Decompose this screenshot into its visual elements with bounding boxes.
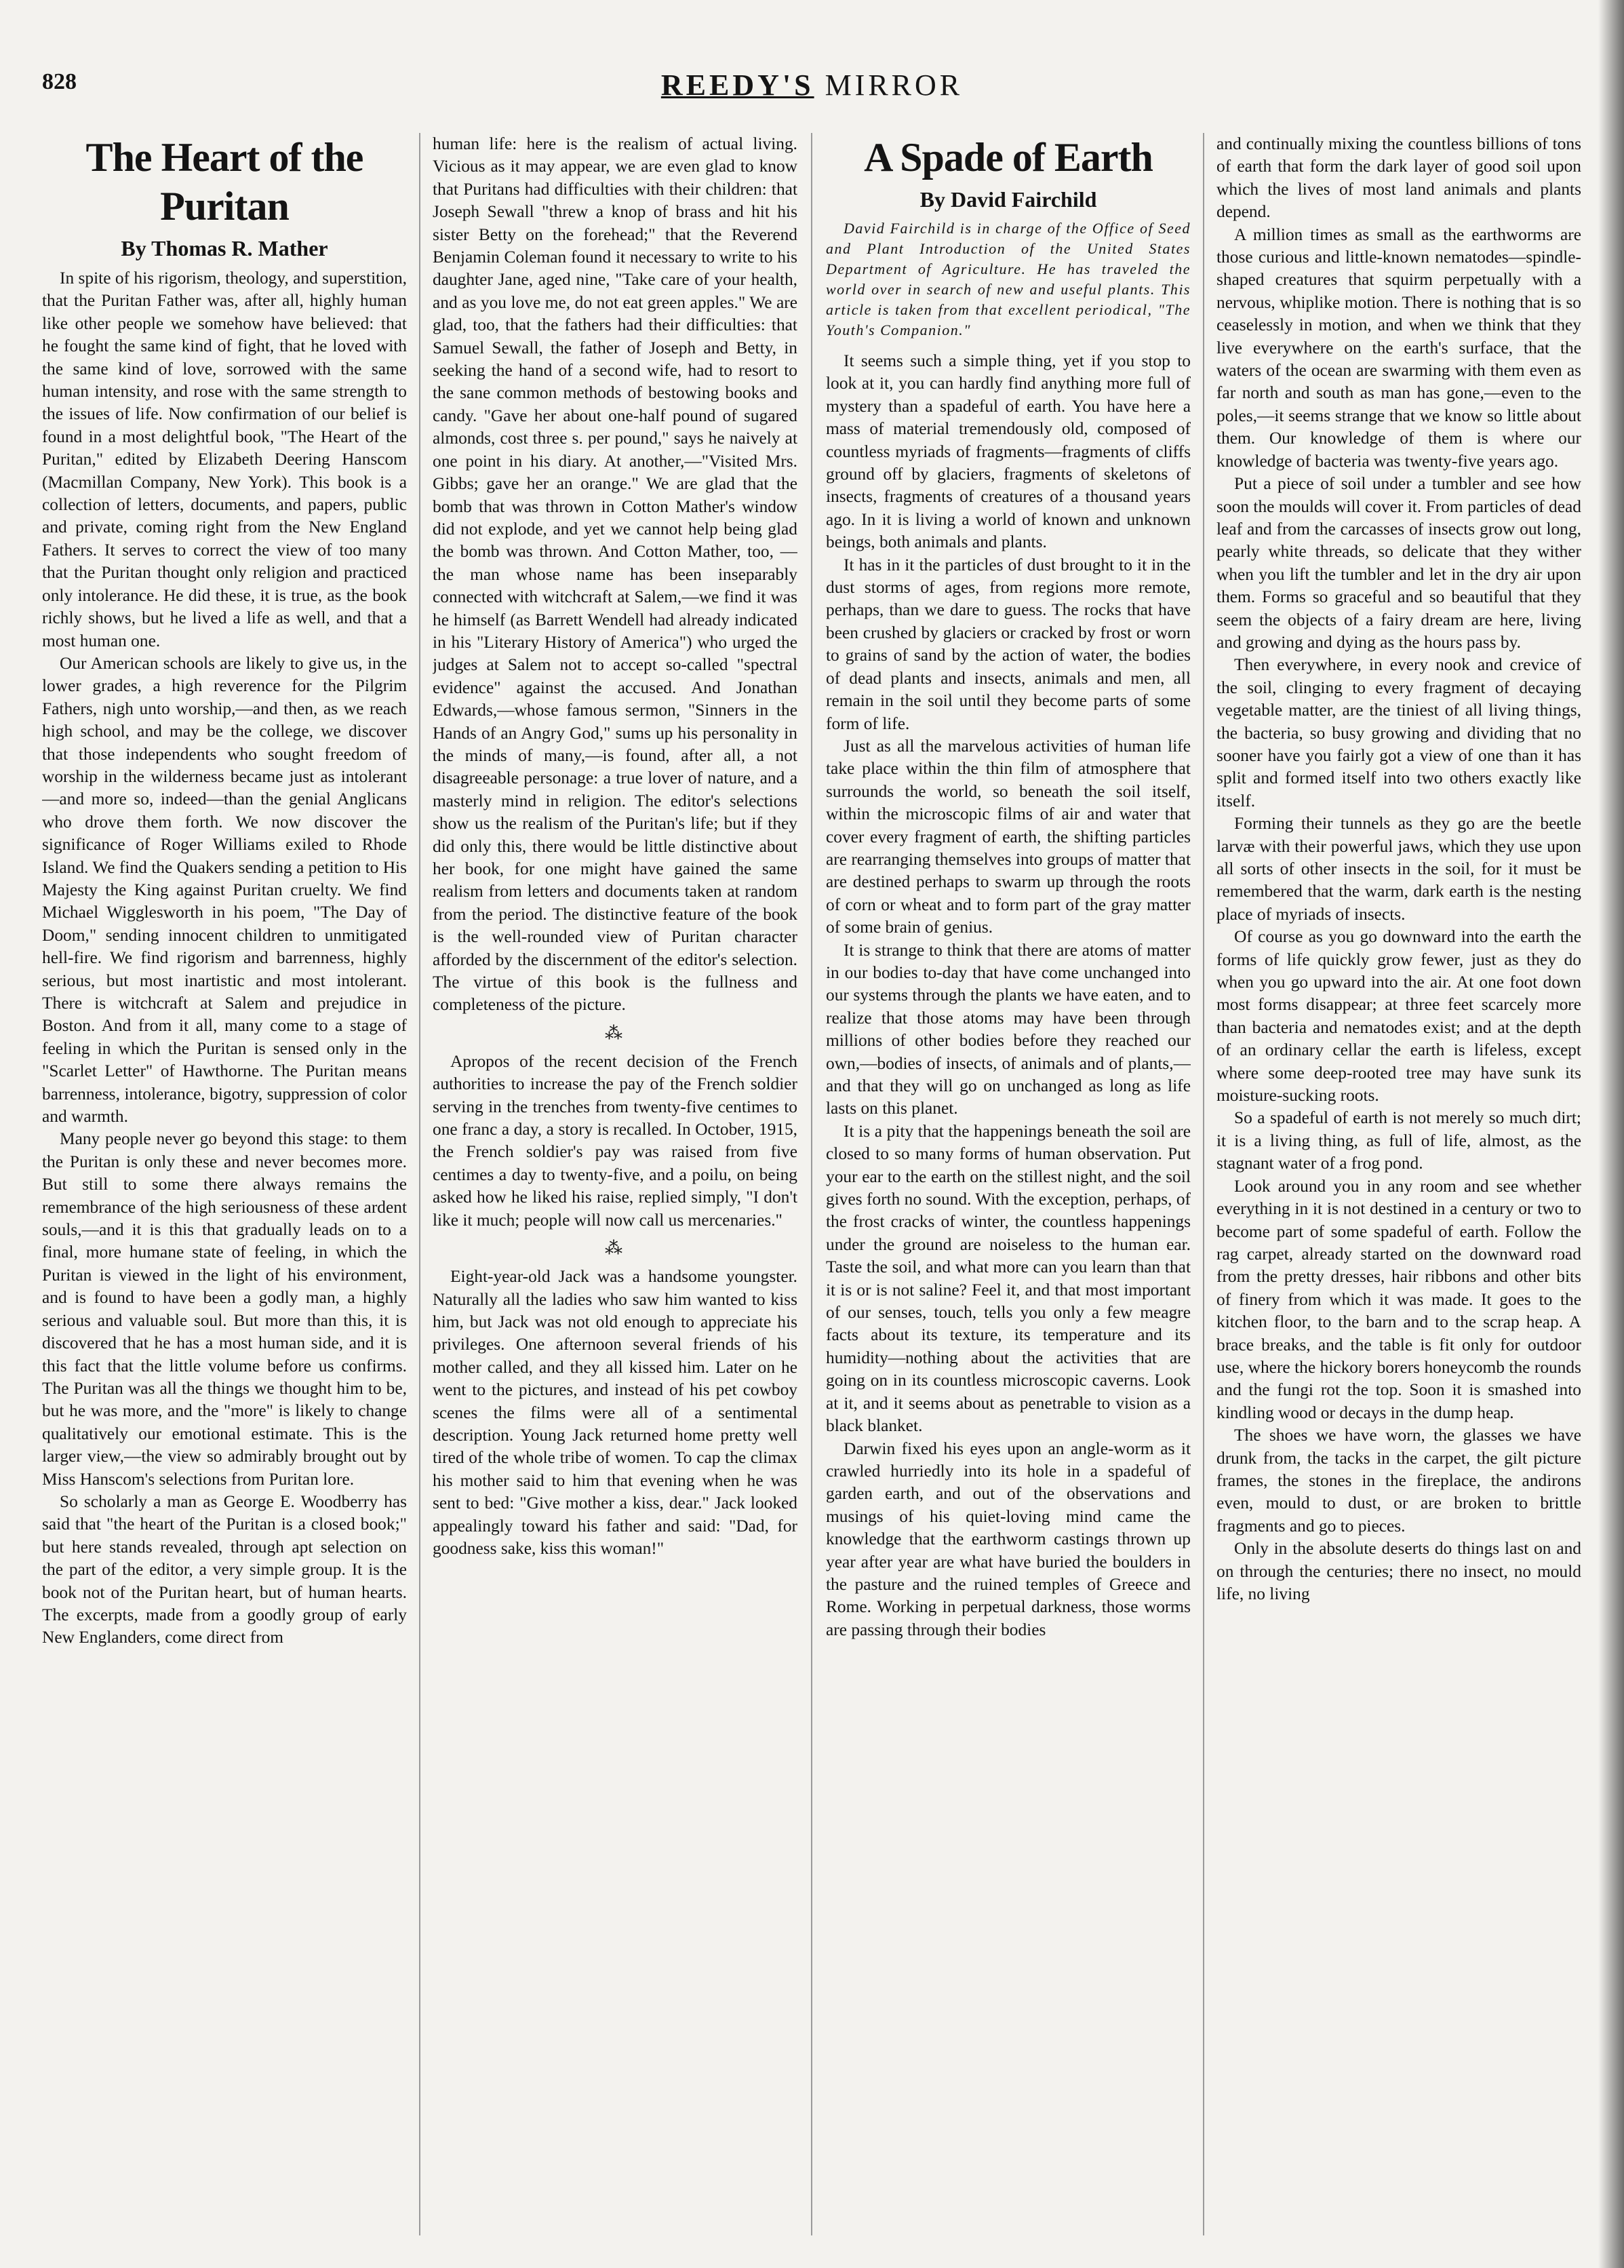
page-number: 828	[42, 69, 77, 94]
paragraph: It has in it the particles of dust brought to it in the dust storms of ages, from regions more remote, perhaps, than we dare to guess. The rocks that have been crushed by glaciers or cracked by frost or worn to grains of sand by the action of water, the bodies of dead plants and insects, animals and men, all remain in the soil until they become parts of some form of life.	[826, 555, 1191, 733]
paragraph-continued: and continually mixing the countless billions of tons of earth that form the dark layer of good soil upon which the lives of most land animals and plants depend.	[1216, 134, 1581, 222]
paragraph: So scholarly a man as George E. Woodberry has said that "the heart of the Puritan is a closed book;" but here stands revealed, through apt selection on the part of the editor, a very simple group. It is the book not of the Puritan heart, but of human hearts. The excerpts, made from a goodly group of early New Englanders, come direct from	[42, 1491, 407, 1647]
paragraph: Look around you in any room and see whether everything in it is not destined in a century or two to become part of some spadeful of earth. Follow the rag carpet, already started on the downward road from the pretty dresses, hair ribbons and other bits of finery from which it was made. It goes to the kitchen floor, to the barn and to the scrap heap. A brace breaks, and the table is fit only for outdoor use, where the hickory borers honeycomb the rounds and the fungi rot the top. Soon it is smashed into kindling wood or decays in the dump heap.	[1216, 1176, 1581, 1422]
paragraph: In spite of his rigorism, theology, and superstition, that the Puritan Father was, after all, highly human like other people we somehow have believed: that he fought the same kind of fight, that he loved with the same kind of love, sorrowed with the same human intensity, and rose with the same strength to the issues of life. Now confirmation of our belief is found in a most delightful book, "The Heart of the Puritan," edited by Elizabeth Deering Hanscom (Macmillan Company, New York). This book is a collection of letters, documents, and papers, public and private, coming right from the New England Fathers. It serves to correct the view of too many that the Puritan thought only religion and practiced only intolerance. He did these, it is true, as the book richly shows, but he lived a life as well, and that a most human one.	[42, 269, 407, 650]
column-rule	[811, 133, 812, 2235]
paragraph: The shoes we have worn, the glasses we have drunk from, the tacks in the carpet, the gilt picture frames, the stones in the fireplace, the andirons even, mould to dust, or are broken to brittle fragments and go to pieces.	[1216, 1426, 1581, 1536]
column-1	[42, 133, 407, 2242]
paragraph: Only in the absolute deserts do things last on and on through the centuries; there no insect, no mould life, no living	[1216, 1539, 1581, 1603]
section-separator: ⁂	[605, 1238, 625, 1259]
paragraph: Of course as you go downward into the earth the forms of life quickly grow fewer, just as they do when you go upward into the air. At one foot down most forms disappear; at three feet scarcely more than bacteria and nematodes exist; and at the depth of an ordinary cellar the earth is lifeless, except where some deep-rooted tree may have sunk its moisture-sucking roots.	[1216, 927, 1581, 1106]
article-byline: By Thomas R. Mather	[121, 236, 328, 260]
column-3	[826, 133, 1191, 2242]
paragraph: Our American schools are likely to give us, in the lower grades, a high reverence for the Pilgrim Fathers, nigh unto worship,—and then, as we reach high school, and may be the college, we discover that those independents who sought freedom of worship in the wilderness became just as intolerant—and more so, indeed—than the genial Anglicans who drove them forth. We now discover the significance of Roger Williams exiled to Rhode Island. We find the Quakers sending a petition to His Majesty the King against Puritan cruelty. We find Michael Wigglesworth in his poem, "The Day of Doom," sending innocent children to unmitigated hell-fire. We find rigorism and barrenness, highly serious, but most inartistic and most intolerant. There is witchcraft at Salem and prejudice in Boston. And from it all, many come to a stage of feeling in which the Puritan is sensed only in the "Scarlet Letter" of Hawthorne. The Puritan means barrenness, intolerance, bigotry, suppression of color and warmth.	[42, 653, 407, 1127]
paragraph: Then everywhere, in every nook and crevice of the soil, clinging to every fragment of decaying vegetable matter, are the tiniest of all living things, the bacteria, so busy growing and dividing that no sooner have you fairly got a view of one than it has split and formed itself into two others exactly like itself.	[1216, 655, 1581, 810]
paragraph: So a spadeful of earth is not merely so much dirt; it is a living thing, as full of life, almost, as the stagnant water of a frog pond.	[1216, 1108, 1581, 1173]
masthead-reedy: REEDY'S	[660, 69, 814, 102]
article-title: The Heart of the Puritan	[85, 135, 363, 229]
article-intro-note: David Fairchild is in charge of the Office of Seed and Plant Introduction of the United States Department of Agriculture. He has traveled the world over in search of new and useful plants. This article is taken from that excellent periodical, "The Youth's Companion."	[826, 220, 1191, 338]
paragraph: Many people never go beyond this stage: to them the Puritan is only these and never becomes more. But still to some there always remains the remembrance of the high seriousness of these ardent souls,—and it is this that gradually leads on to a final, more humane state of feeling, in which the Puritan is viewed in the light of his environment, and is found to have been a godly man, a highly serious and valuable soul. But more than this, it is discovered that he has a most human side, and it is this fact that the little volume before us confirms. The Puritan was all the things we thought him to be, but he was more, and the "more" is likely to change qualitatively our emotional estimate. This is the larger view,—the view so admirably brought out by Miss Hanscom's selections from Puritan lore.	[42, 1129, 407, 1489]
masthead	[0, 68, 1624, 102]
paragraph-continued: human life: here is the realism of actual living. Vicious as it may appear, we are even glad to know that Puritans had difficulties with their children: that Joseph Sewall "threw a knop of brass and hit his sister Betty on the forehead;" that the Reverend Benjamin Coleman found it necessary to write to his daughter Jane, aged nine, "Take care of your health, and as you love me, do not eat green apples." We are glad, too, that the fathers had their difficulties: that Samuel Sewall, the father of Joseph and Betty, in seeking the hand of a second wife, had to resort to the sane common methods of bestowing books and candy. "Gave her about one-half pound of sugared almonds, cost three s. per pound," says he naively at one point in his diary. At another,—"Visited Mrs. Gibbs; gave her an orange." We are glad that the bomb that was thrown in Cotton Mather's window did not explode, and yet we cannot help being glad the bomb was thrown. And Cotton Mather, too, —the man whose name has been inseparably connected with witchcraft at Salem,—we find it was he himself (as Barrett Wendell had already indicated in his "Literary History of America") who urged the judges at Salem not to accept so-called "spectral evidence" against the accused. And Jonathan Edwards,—whose famous sermon, "Sinners in the Hands of an Angry God," sums up his personality in the minds of many,—is found, after all, a not disagreeable personage: a true lover of nature, and a masterly mind in religion. The editor's selections show us the realism of the Puritan's life; but if they did only this, there would be little distinctive about her book, for one might have gained the same realism from letters and documents taken at random from the period. The distinctive feature of the book is the well-rounded view of Puritan character afforded by the discernment of the editor's selection. The virtue of this book is the fullness and completeness of the picture.	[433, 134, 797, 1015]
paragraph: Darwin fixed his eyes upon an angle-worm as it crawled hurriedly into its hole in a spadeful of garden earth, and out of the observations and musings of his quiet-loving mind came the knowledge that the earthworm castings thrown up year after year are what have buried the boulders in the pasture and the ruined temples of Greece and Rome. Working in perpetual darkness, those worms are passing through their bodies	[826, 1439, 1191, 1639]
column-4	[1216, 133, 1581, 2242]
paragraph: A million times as small as the earthworms are those curious and little-known nematodes—spindle-shaped creatures that squirm perpetually with a nervous, whiplike motion. There is nothing that is so ceaselessly in motion, and when we think that they live everywhere on the earth's surface, that the waters of the ocean are swarming with them even as far north and south as man has gone,—even to the poles,—it seems strange that we know so little about them. Our knowledge of them is where our knowledge of bacteria was twenty-five years ago.	[1216, 224, 1581, 471]
paragraph: It is strange to think that there are atoms of matter in our bodies to-day that have come unchanged into our systems through the plants we have eaten, and to realize that those atoms may have been through millions of other bodies before they reached our own,—bodies of insects, of animals and of plants,—and that they will go on unchanged as long as life lasts on this planet.	[826, 940, 1191, 1118]
scan-edge-shadow	[1598, 0, 1624, 2268]
paragraph: Apropos of the recent decision of the French authorities to increase the pay of the French soldier serving in the trenches from twenty-five centimes to one franc a day, a story is recalled. In October, 1915, the French soldier's pay was raised from five centimes a day to twenty-five, and a poilu, on being asked how he liked his raise, replied simply, "I don't like it much; people will now call us mercenaries."	[433, 1051, 797, 1230]
column-rule	[1203, 133, 1204, 2235]
paragraph: It seems such a simple thing, yet if you stop to look at it, you can hardly find anything more full of mystery than a spadeful of earth. You have here a mass of material tremendously old, composed of countless myriads of fragments—fragments of cliffs ground off by glaciers, fragments of skeletons of insects, fragments of creatures of a thousand years ago. In it is living a world of known and unknown beings, both animals and plants.	[826, 351, 1191, 552]
paragraph: Eight-year-old Jack was a handsome youngster. Naturally all the ladies who saw him wanted to kiss him, but Jack was not old enough to appreciate his privileges. One afternoon several friends of his mother called, and they all kissed him. Later on he went to the pictures, and instead of his pet cowboy scenes the films were all of a sentimental description. Young Jack returned home pretty well tired of the whole tribe of women. To cap the climax his mother said to him that evening when he was sent to bed: "Give mother a kiss, dear." Jack looked appealingly toward his father and said: "Dad, for goodness sake, kiss this woman!"	[433, 1267, 797, 1558]
paragraph: Forming their tunnels as they go are the beetle larvæ with their powerful jaws, which they use upon all sorts of other insects in the soil, for it must be remembered that the warm, dark earth is the nesting place of myriads of insects.	[1216, 814, 1581, 924]
column-rule	[419, 133, 420, 2235]
article-byline: By David Fairchild	[919, 187, 1097, 212]
masthead-mirror: MIRROR	[825, 69, 964, 102]
paragraph: Put a piece of soil under a tumbler and see how soon the moulds will cover it. From particles of dead leaf and from the carcasses of insects grow out long, pearly white threads, so delicate that they wither when you lift the tumbler and let in the dry air upon them. Forms so graceful and so beautiful that they seem the objects of a fairy dream are here, living and growing and dying as the hours pass by.	[1216, 474, 1581, 652]
article-title: A Spade of Earth	[864, 135, 1153, 180]
column-2	[433, 133, 797, 2242]
paragraph: It is a pity that the happenings beneath the soil are closed to so many forms of human observation. Put your ear to the earth on the stillest night, and the soil gives forth no sound. With the exception, perhaps, of the frost cracks of winter, the countless happenings under the ground are noiseless to the human ear. Taste the soil, and what more can you learn than that it is or is not saline? Feel it, and that most important of our senses, touch, tells you only a few meagre facts about its texture, its temperature and its humidity—nothing about the activities that are going on in its countless microscopic caverns. Look at it, and it seems about as penetrable to vision as a black blanket.	[826, 1121, 1191, 1436]
section-separator: ⁂	[605, 1023, 625, 1043]
paragraph: Just as all the marvelous activities of human life take place within the thin film of atmosphere that surrounds the world, so beneath the soil itself, within the microscopic films of air and water that cover every fragment of earth, the shifting particles are rearranging themselves into groups of matter that are destined perhaps to swarm up through the roots of corn or wheat and to form part of the gray matter of some brain of genius.	[826, 736, 1191, 937]
